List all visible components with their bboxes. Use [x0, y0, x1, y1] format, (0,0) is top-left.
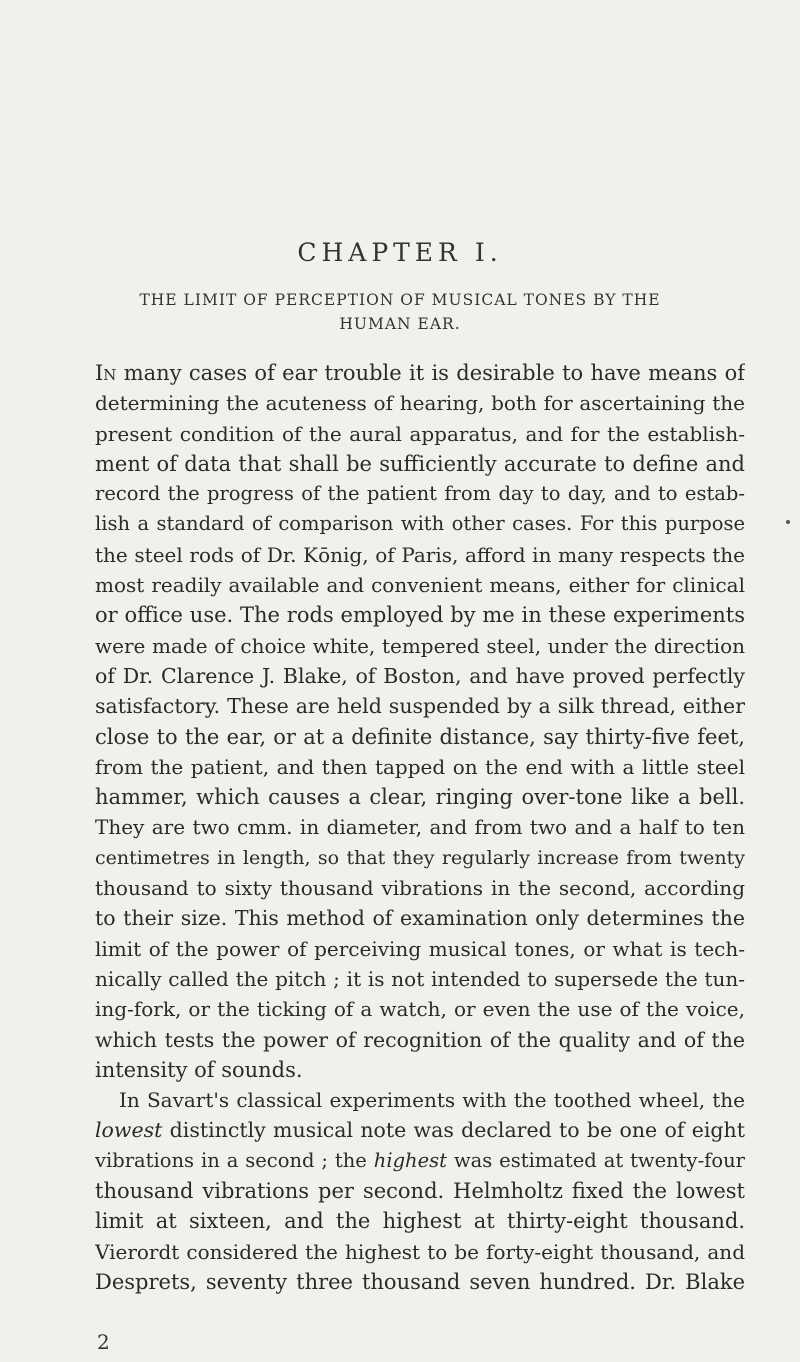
text-line: thousand vibrations per second. Helmholtz fixed the lowest	[95, 1179, 745, 1204]
text-line: Desprets, seventy three thousand seven hundred. Dr. Blake	[95, 1269, 745, 1294]
text-line: limit at sixteen, and the highest at thirty-eight thousand.	[95, 1209, 745, 1234]
text-line: record the progress of the patient from day to day, and to estab-	[95, 482, 745, 506]
chapter-title	[0, 288, 800, 336]
text-line: nically called the pitch ; it is not intended to supersede the tun-	[95, 966, 745, 991]
chapter-title-line: THE LIMIT OF PERCEPTION OF MUSICAL TONES BY THE	[139, 291, 661, 309]
text-line: ment of data that shall be sufficiently accurate to define and	[95, 451, 745, 476]
body-text	[95, 358, 745, 1297]
text-line: determining the acuteness of hearing, both for ascertaining the	[95, 391, 745, 416]
margin-mark	[786, 520, 790, 524]
emphasis-lowest: lowest	[95, 1118, 163, 1143]
text-line: lish a standard of comparison with other cases. For this purpose	[95, 512, 745, 536]
text-line: vibrations in a second ; the highest was estimated at twenty-four	[95, 1148, 745, 1172]
text-line: from the patient, and then tapped on the end with a little steel	[95, 754, 745, 779]
text-line: close to the ear, or at a definite distance, say thirty-five feet,	[95, 724, 745, 749]
text-line: or office use. The rods employed by me in these experiments	[95, 603, 745, 628]
chapter-heading: CHAPTER I.	[297, 238, 503, 267]
text-line: ing-fork, or the ticking of a watch, or even the use of the voice,	[95, 997, 745, 1022]
text-line: satisfactory. These are held suspended by a silk thread, either	[95, 694, 745, 719]
text-line: They are two cmm. in diameter, and from two and a half to ten	[95, 815, 745, 840]
text-line: to their size. This method of examination only determines the	[95, 906, 745, 931]
chapter-title-line: HUMAN EAR.	[339, 315, 461, 333]
text-line: thousand to sixty thousand vibrations in the second, according	[95, 876, 745, 901]
text-line: In many cases of ear trouble it is desirable to have means of	[95, 361, 745, 385]
text-line: most readily available and convenient means, either for clinical	[95, 573, 745, 598]
text-line: limit of the power of perceiving musical tones, or what is tech-	[95, 936, 745, 961]
text-line: lowest distinctly musical note was declared to be one of eight	[95, 1118, 745, 1143]
text-line: the steel rods of Dr. Kōnig, of Paris, afford in many respects the	[95, 542, 745, 567]
text-line: Vierordt considered the highest to be forty-eight thousand, and	[95, 1239, 745, 1264]
drop-cap-word: In	[95, 361, 117, 385]
text-line: were made of choice white, tempered steel, under the direction	[95, 633, 745, 658]
text-line: hammer, which causes a clear, ringing over-tone like a bell.	[95, 785, 745, 810]
text-line: of Dr. Clarence J. Blake, of Boston, and have proved perfectly	[95, 663, 745, 688]
text-line: present condition of the aural apparatus, and for the establish-	[95, 421, 745, 446]
emphasis-highest: highest	[373, 1148, 448, 1172]
text-line: centimetres in length, so that they regularly increase from twenty	[95, 846, 745, 869]
text-line: which tests the power of recognition of the quality and of the	[95, 1027, 745, 1052]
text-line: intensity of sounds.	[95, 1057, 303, 1082]
page-number: 2	[97, 1330, 110, 1354]
text-line: In Savart's classical experiments with the toothed wheel, the	[119, 1088, 745, 1113]
